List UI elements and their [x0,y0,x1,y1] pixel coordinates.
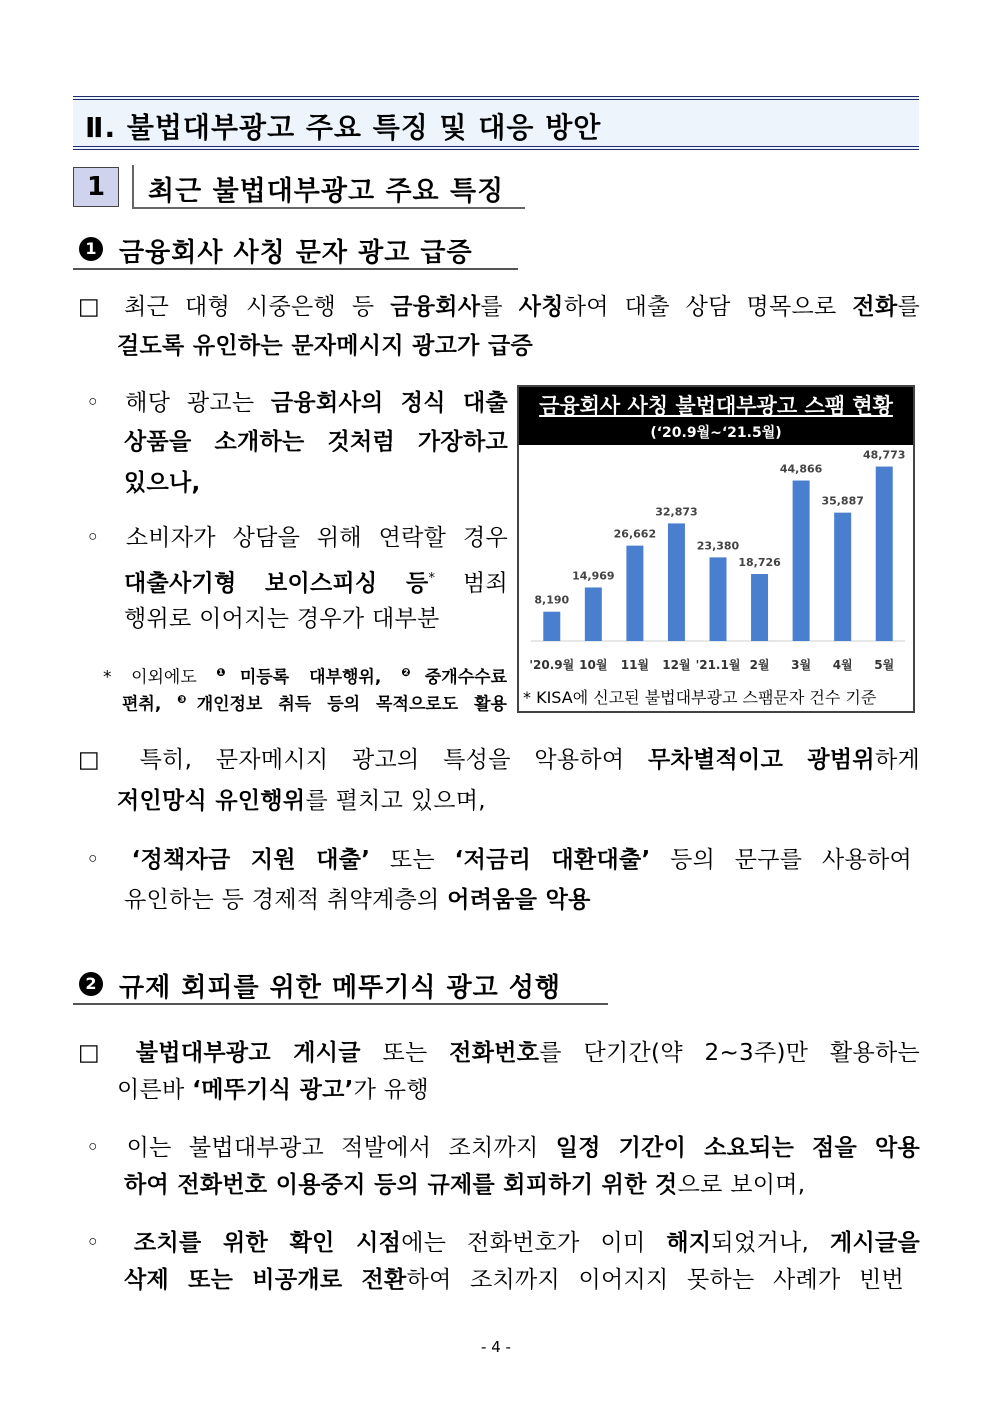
chart-bar [751,574,768,641]
chart-data-label: 35,887 [821,494,864,508]
heading-2-number: 2 [79,972,103,996]
heading-1 [73,230,518,270]
chart-subtitle: (‘20.9월~‘21.5월) [519,423,913,445]
heading-2-title: 규제 회피를 위한 메뚜기식 광고 성행 [119,973,561,1003]
heading-1-number: 1 [79,237,103,261]
chart-data-label: 8,190 [534,593,570,607]
chart-tick-label: 10월 [579,658,608,672]
chart-data-label: 48,773 [862,448,906,462]
p2-line1: □ 특히, 문자메시지 광고의 특성을 악용하여 무차별적이고 광범위하게 [78,747,920,773]
chart-tick-label: 5월 [874,658,895,672]
spam-chart [517,385,915,713]
chart-data-label: 23,380 [696,539,740,553]
chart-bar [793,481,810,641]
heading-1-title: 금융회사 사칭 문자 광고 급증 [119,238,473,268]
chart-data-label: 44,866 [779,462,823,476]
b3-line1: ◦ ‘정책자금 지원 대출’ 또는 ‘저금리 대환대출’ 등의 문구를 사용하여 [86,847,912,873]
chart-bar [585,587,602,641]
chart-bar [543,612,560,641]
chart-data-label: 26,662 [613,527,657,541]
chart-data-label: 32,873 [655,505,698,519]
chart-bar [668,523,685,641]
p3-line2: 이른바 ‘메뚜기식 광고’가 유행 [117,1077,429,1103]
chart-tick-label: 12월 [662,658,691,672]
b5-line1: ◦ 조치를 위한 확인 시점에는 전화번호가 이미 해지되었거나, 게시글을 [86,1230,921,1256]
footnote-line1: * 이외에도 $^❶$미등록 대부행위, $^❷$중개수수료 [103,666,507,688]
chart-tick-label: '20.9월 [529,658,575,672]
chart-bar [834,513,851,641]
subsection-title: 최근 불법대부광고 주요 특징 [148,176,505,207]
section-title-bar [73,96,919,150]
p2-line2: 저인망식 유인행위를 펼치고 있으며, [117,788,486,814]
section-title: Ⅱ. 불법대부광고 주요 특징 및 대응 방안 [85,111,602,144]
page-number: - 4 - [481,1338,511,1356]
b1-line3: 있으나, [124,470,201,496]
chart-bar [710,557,727,641]
chart-tick-label: 2월 [749,658,770,672]
p3-line1: □ 불법대부광고 게시글 또는 전화번호를 단기간(약 2~3주)만 활용하는 [78,1040,920,1066]
chart-data-label: 18,726 [738,556,781,570]
p1-line1: □ 최근 대형 시중은행 등 금융회사를 사칭하여 대출 상담 명목으로 전화를 [78,294,920,320]
subsection-number: 1 [73,167,119,207]
chart-tick-label: 4월 [832,658,853,672]
chart-bar [876,467,893,641]
chart-data-label: 14,969 [572,569,615,583]
chart-title: 금융회사 사칭 불법대부광고 스팸 현황 [539,394,893,418]
p1-line2: 걸도록 유인하는 문자메시지 광고가 급증 [117,333,534,359]
b3-line2: 유인하는 등 경제적 취약계층의 어려움을 악용 [124,887,591,913]
b1-line2: 상품을 소개하는 것처럼 가장하고 [124,429,508,455]
chart-tick-label: 11월 [620,658,650,672]
b4-line2: 하여 전화번호 이용중지 등의 규제를 회피하기 위한 것으로 보이며, [124,1172,806,1198]
b2-line3: 행위로 이어지는 경우가 대부분 [124,606,440,632]
footnote-line2: 편취, $^❸$개인정보 취득 등의 목적으로도 활용 [122,693,507,715]
chart-title-bar [519,387,913,425]
b4-line1: ◦ 이는 불법대부광고 적발에서 조치까지 일정 기간이 소요되는 점을 악용 [86,1135,920,1161]
b1-line1: ◦ 해당 광고는 금융회사의 정식 대출 [86,390,508,416]
subsection-title-box [132,165,525,209]
b2-line2: 대출사기형 보이스피싱 등* 범죄 [124,570,509,597]
chart-tick-label: 3월 [791,658,812,672]
chart-tick-label: '21.1월 [695,658,741,672]
chart-plot [519,445,913,681]
chart-note: * KISA에 신고된 불법대부광고 스팸문자 건수 기준 [523,688,877,707]
b2-line1: ◦ 소비자가 상담을 위해 연락할 경우 [86,525,508,551]
heading-2 [73,965,608,1005]
chart-bar [626,546,643,641]
b5-line2: 삭제 또는 비공개로 전환하여 조치까지 이어지지 못하는 사례가 빈번 [124,1267,904,1293]
